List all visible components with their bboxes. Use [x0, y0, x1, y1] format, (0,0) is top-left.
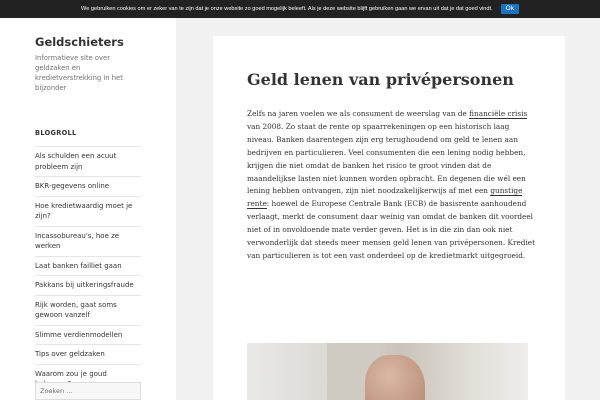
blogroll-link[interactable]: Als schulden een acuut probleem zijn	[35, 146, 141, 176]
blogroll-link[interactable]: Pakkans bij uitkeringsfraude	[35, 275, 141, 295]
article	[213, 36, 565, 400]
sidebar	[0, 18, 176, 400]
blogroll-link[interactable]: BKR-gegevens online	[35, 176, 141, 196]
article-hero-image	[247, 343, 528, 400]
search-input[interactable]: Zoeken ...	[35, 382, 141, 400]
blogroll-heading: BLOGROLL	[35, 129, 77, 137]
article-body	[247, 108, 537, 263]
cookie-bar	[0, 0, 600, 18]
blogroll-link[interactable]: Slimme verdienmodellen	[35, 325, 141, 345]
blogroll-link[interactable]: Laat banken failliet gaan	[35, 256, 141, 276]
hero-hand	[365, 355, 425, 400]
cookie-notice-text: We gebruiken cookies om er zeker van te zijn dat je onze website zo goed mogelijk beleeft. Als je deze website blijft gebruiken gaan we ervan uit dat je dat goed vindt.	[81, 6, 493, 12]
article-title: Geld lenen van privépersonen	[247, 70, 514, 89]
blogroll-link[interactable]: Waarom zou je goud	[35, 364, 141, 394]
blogroll-link[interactable]: Hoe kredietwaardig moet je zijn?	[35, 196, 141, 226]
article-text: van 2008. Zo staat de rente op spaarrekeningen op een historisch laag niveau. Banken daarentegen zijn erg terughoudend om geld te lenen aan bedrijven en particulieren. Veel consumenten die een lening nodig hebben, krijgen die niet omdat de banken het risico te groot vinden dat de maandelijkse lasten niet kunnen worden opbracht. En degenen die wél een lening hebben ontvangen, zijn niet noodzakelijkerwijs af met een	[247, 121, 526, 196]
article-text: Zelfs na jaren voelen we als consument de weerslag van de	[247, 109, 470, 118]
blogroll-link[interactable]: Incassobureau's, hoe ze werken	[35, 226, 141, 256]
cookie-ok-button[interactable]: Ok	[501, 4, 519, 15]
blogroll-list	[35, 146, 141, 394]
financiele-crisis-link[interactable]: financiële crisis	[469, 109, 528, 118]
gunstige-rente-link[interactable]: gunstige rente	[247, 186, 523, 209]
site-title[interactable]: Geldschieters	[35, 35, 124, 49]
blogroll-link[interactable]: Tips over geldzaken	[35, 344, 141, 364]
article-text: : hoewel de Europese Centrale Bank (ECB) de basisrente aanhoudend verlaagt, merkt de consument daar weinig van omdat de banken dit voordeel niet of in onvoldoende mate verder geven. Het is in die zin dan ook niet verwonderlijk dat steeds meer mensen geld lenen van privépersonen. Krediet van particulieren is tot een vast onderdeel op de kredietmarkt uitgegroeid.	[247, 199, 536, 260]
site-description: Informatieve site over geldzaken en kredietverstrekking in het bijzonder	[35, 54, 123, 92]
blogroll-link[interactable]: Rijk worden, gaat soms gewoon vanzelf	[35, 295, 141, 325]
